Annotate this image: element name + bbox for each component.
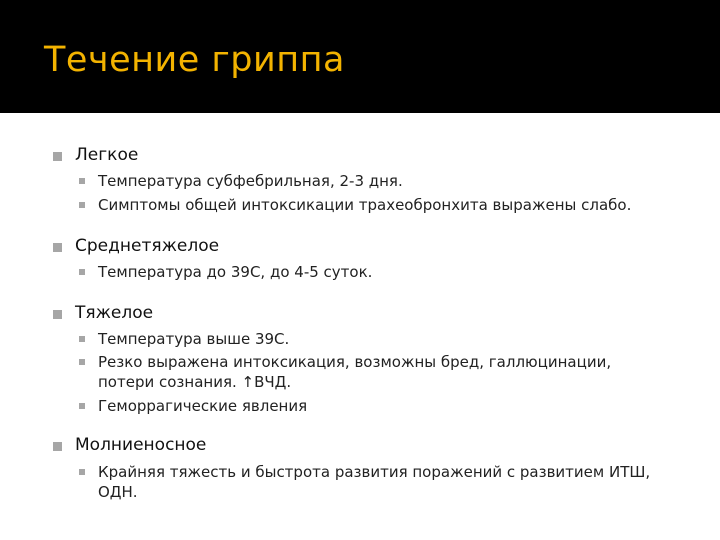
section-heading: Среднетяжелое [75, 236, 220, 256]
list-item: Температура субфебрильная, 2-3 дня. [98, 172, 403, 190]
list-item: Геморрагические явления [98, 397, 308, 415]
slide-title: Течение гриппа [44, 40, 345, 80]
square-bullet-icon [79, 202, 85, 208]
title-bar [0, 0, 720, 113]
section-heading: Молниеносное [75, 435, 207, 455]
square-bullet-icon [53, 442, 62, 451]
square-bullet-icon [53, 310, 62, 319]
list-item: Температура до 39С, до 4-5 суток. [98, 263, 373, 281]
square-bullet-icon [79, 178, 85, 184]
list-item: Симптомы общей интоксикации трахеобронхита выражены слабо. [98, 196, 632, 214]
square-bullet-icon [79, 469, 85, 475]
square-bullet-icon [79, 359, 85, 365]
square-bullet-icon [79, 336, 85, 342]
section-heading: Тяжелое [75, 303, 154, 323]
list-item: Резко выражена интоксикация, возможны бред, галлюцинации, потери сознания. ↑ВЧД. [98, 353, 612, 391]
list-item: Крайняя тяжесть и быстрота развития поражений с развитием ИТШ, ОДН. [98, 463, 651, 501]
square-bullet-icon [53, 152, 62, 161]
square-bullet-icon [53, 243, 62, 252]
square-bullet-icon [79, 403, 85, 409]
list-item: Температура выше 39С. [98, 330, 290, 348]
square-bullet-icon [79, 269, 85, 275]
section-heading: Легкое [75, 145, 139, 165]
